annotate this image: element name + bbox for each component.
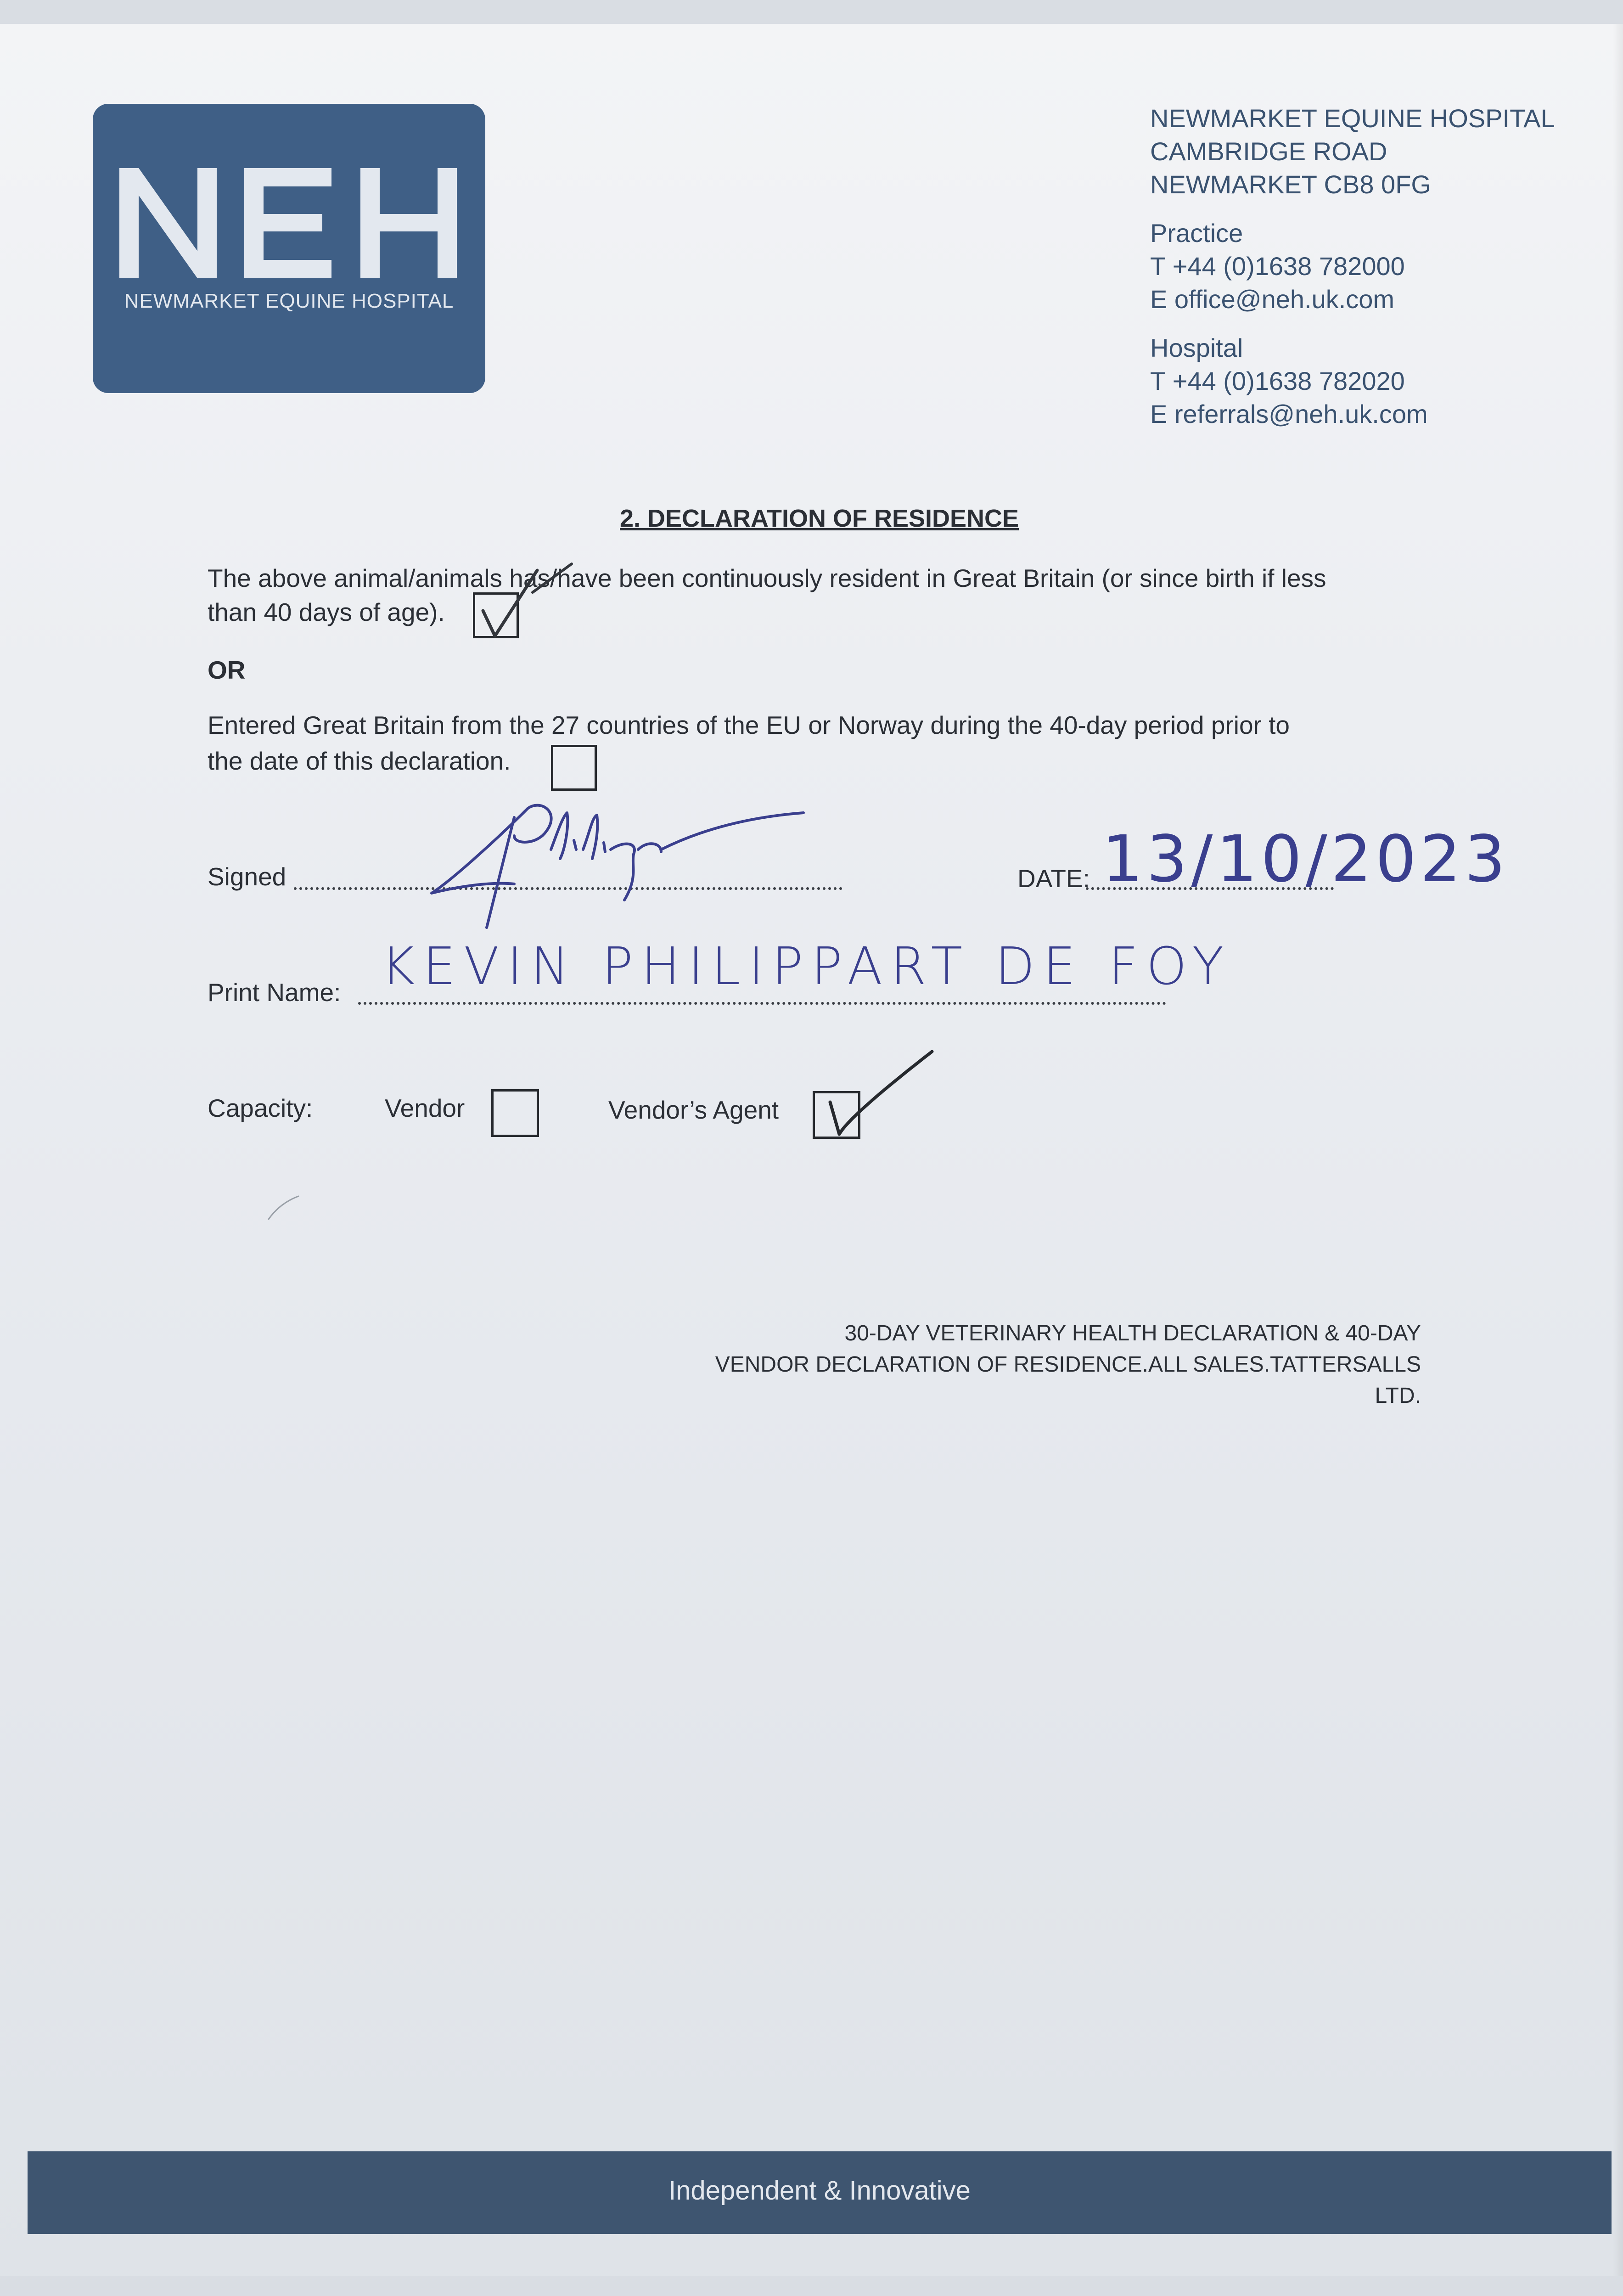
print-name-line <box>358 1002 1166 1005</box>
stray-pen-mark <box>266 1194 303 1221</box>
or-label: OR <box>208 656 246 684</box>
practice-email: E office@neh.uk.com <box>1150 285 1395 314</box>
signed-label: Signed <box>208 862 286 891</box>
hospital-phone: T +44 (0)1638 782020 <box>1150 366 1405 395</box>
address-line-1: NEWMARKET EQUINE HOSPITAL <box>1150 104 1555 133</box>
vendor-agent-checkmark-icon <box>822 1047 941 1148</box>
option1-text-line2: than 40 days of age). <box>208 598 445 626</box>
hospital-email: E referrals@neh.uk.com <box>1150 400 1428 428</box>
practice-label: Practice <box>1150 219 1243 248</box>
capacity-label: Capacity: <box>208 1094 313 1122</box>
option1-text-line1: The above animal/animals has/have been continuously resident in Great Britain (or since birth if less <box>208 564 1326 592</box>
date-label: DATE: <box>1017 864 1090 893</box>
section-heading: 2. DECLARATION OF RESIDENCE <box>620 505 1019 532</box>
form-footnote <box>675 1318 1421 1412</box>
footnote-line-2: VENDOR DECLARATION OF RESIDENCE.ALL SALES.TATTERSALLS LTD. <box>715 1352 1421 1408</box>
vendor-agent-label: Vendor’s Agent <box>608 1096 779 1124</box>
strikethrough-mark <box>528 560 583 597</box>
vendor-checkbox[interactable] <box>491 1089 539 1137</box>
footnote-line-1: 30-DAY VETERINARY HEALTH DECLARATION & 40-DAY <box>844 1321 1421 1345</box>
option2-text-line2: the date of this declaration. <box>208 747 511 775</box>
print-name-value: KEVIN PHILIPPART DE FOY <box>381 937 1232 996</box>
handwritten-signature <box>422 790 817 937</box>
practice-phone: T +44 (0)1638 782000 <box>1150 252 1405 281</box>
address-line-2: CAMBRIDGE ROAD <box>1150 137 1387 166</box>
footer-tagline: Independent & Innovative <box>668 2176 971 2206</box>
option2-text-line1: Entered Great Britain from the 27 countries of the EU or Norway during the 40-day period prior to <box>208 711 1290 739</box>
logo-letters-graphic <box>110 154 468 306</box>
logo-subtitle: NEWMARKET EQUINE HOSPITAL <box>124 290 454 312</box>
address-line-3: NEWMARKET CB8 0FG <box>1150 170 1431 199</box>
date-value: 13/10/2023 <box>1102 822 1509 897</box>
neh-logo <box>93 104 485 393</box>
vendor-label: Vendor <box>385 1094 465 1122</box>
print-name-label: Print Name: <box>208 978 341 1007</box>
hospital-address <box>1150 102 1591 446</box>
page-edge-shadow <box>1613 24 1623 2276</box>
option2-checkbox[interactable] <box>551 745 597 791</box>
hospital-label: Hospital <box>1150 333 1243 362</box>
footer-bar <box>28 2151 1612 2234</box>
